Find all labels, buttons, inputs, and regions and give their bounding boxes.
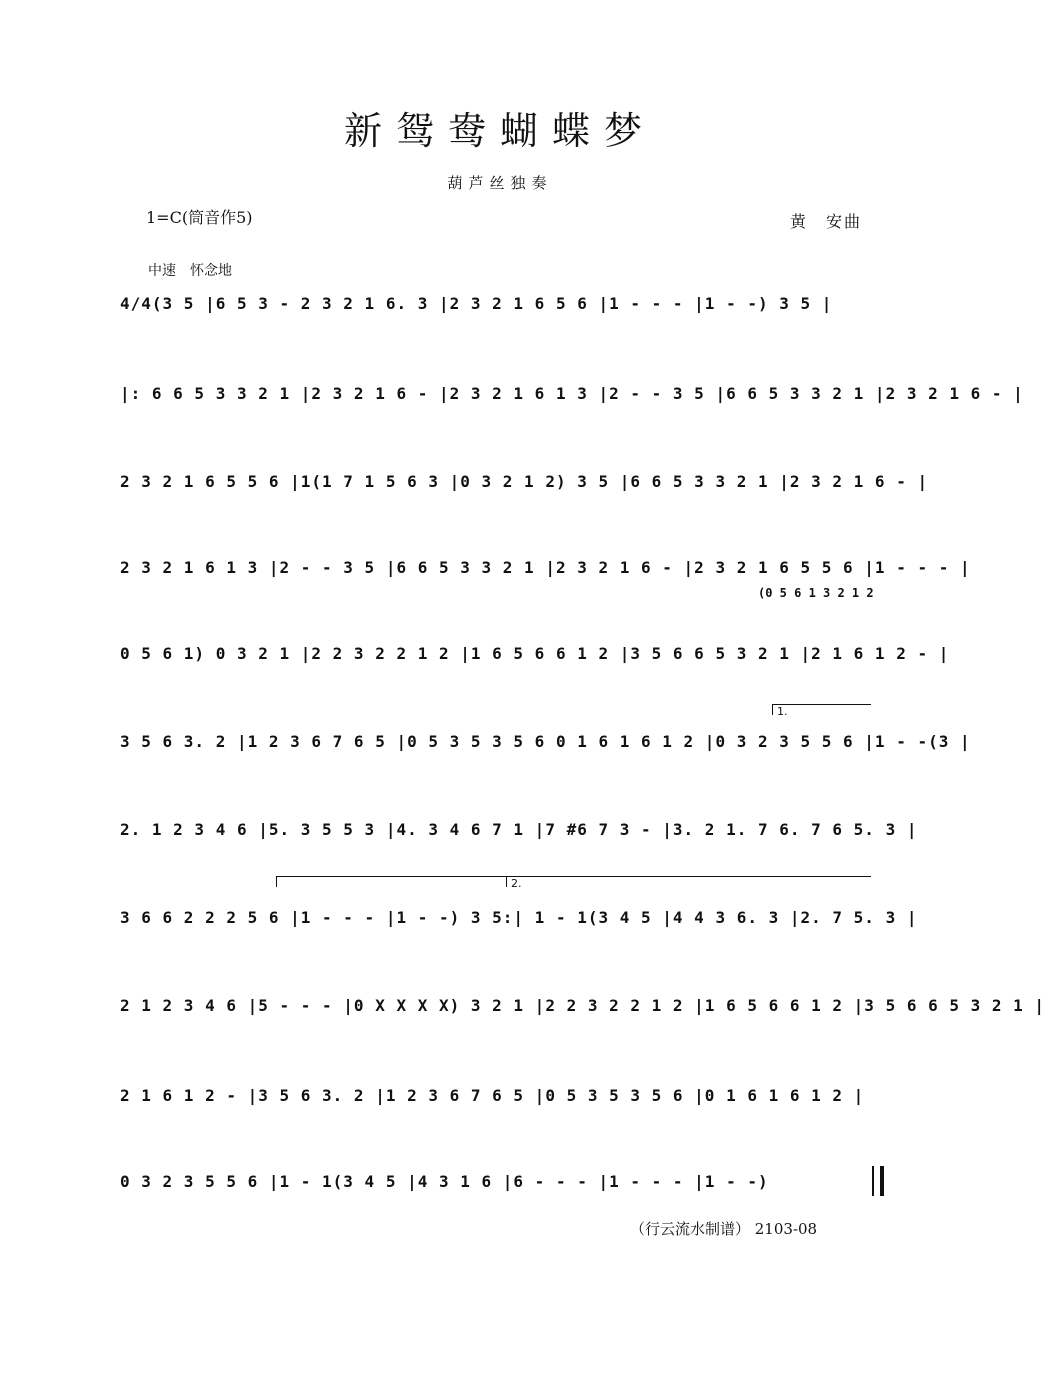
score-line-2: |: 6 6 5 3 3 2 1 |2 3 2 1 6 - |2 3 2 1 6 1 3 |2 - - 3 5 |6 6 5 3 3 2 1 |2 3 2 1 6 - | (120, 384, 1024, 403)
song-title: 新鸳鸯蝴蝶梦 (343, 109, 656, 153)
volta-2-label: 2. (511, 877, 522, 890)
score-line-9: 2 1 2 3 4 6 |5 - - - |0 X X X X) 3 2 1 |2 2 3 2 2 1 2 |1 6 5 6 6 1 2 |3 5 6 6 5 3 2 1 | (120, 996, 1045, 1015)
score-line-4: 2 3 2 1 6 1 3 |2 - - 3 5 |6 6 5 3 3 2 1 |2 3 2 1 6 - |2 3 2 1 6 5 5 6 |1 - - - | (120, 558, 971, 577)
score-line-7: 2. 1 2 3 4 6 |5. 3 5 5 3 |4. 3 4 6 7 1 |7 #6 7 3 - |3. 2 1. 7 6. 7 6 5. 3 | (120, 820, 918, 839)
volta-2-bracket (506, 876, 871, 890)
score-line-6: 3 5 6 3. 2 |1 2 3 6 7 6 5 |0 5 3 5 3 5 6 0 1 6 1 6 1 2 |0 3 2 3 5 5 6 |1 - -(3 | (120, 732, 971, 751)
score-line-5: 0 5 6 1) 0 3 2 1 |2 2 3 2 2 1 2 |1 6 5 6 6 1 2 |3 5 6 6 5 3 2 1 |2 1 6 1 2 - | (120, 644, 950, 663)
score-subline: (0 5 6 1 3 2 1 2 (758, 586, 874, 600)
footer-credit: （行云流水制谱） 2103-08 (630, 1220, 818, 1238)
tempo-marking: 中速 怀念地 (148, 263, 232, 279)
score-line-3: 2 3 2 1 6 5 5 6 |1(1 7 1 5 6 3 |0 3 2 1 2) 3 5 |6 6 5 3 3 2 1 |2 3 2 1 6 - | (120, 472, 929, 491)
score-line-10: 2 1 6 1 2 - |3 5 6 3. 2 |1 2 3 6 7 6 5 |0 5 3 5 3 5 6 |0 1 6 1 6 1 2 | (120, 1086, 865, 1105)
key-signature: 1=C(筒音作5) (146, 208, 253, 227)
subtitle: 葫芦丝独奏 (447, 174, 553, 192)
volta-1-bracket-b (276, 876, 507, 887)
score-line-8: 3 6 6 2 2 2 5 6 |1 - - - |1 - -) 3 5:| 1 - 1(3 4 5 |4 4 3 6. 3 |2. 7 5. 3 | (120, 908, 918, 927)
score-line-1: 4/4(3 5 |6 5 3 - 2 3 2 1 6. 3 |2 3 2 1 6 5 6 |1 - - - |1 - -) 3 5 | (120, 294, 833, 313)
volta-1-bracket (772, 704, 871, 718)
score-line-11: 0 3 2 3 5 5 6 |1 - 1(3 4 5 |4 3 1 6 |6 - - - |1 - - - |1 - -) (120, 1172, 769, 1191)
final-barline (872, 1166, 884, 1196)
composer: 黄 安曲 (790, 212, 863, 231)
volta-1-label: 1. (777, 705, 788, 718)
